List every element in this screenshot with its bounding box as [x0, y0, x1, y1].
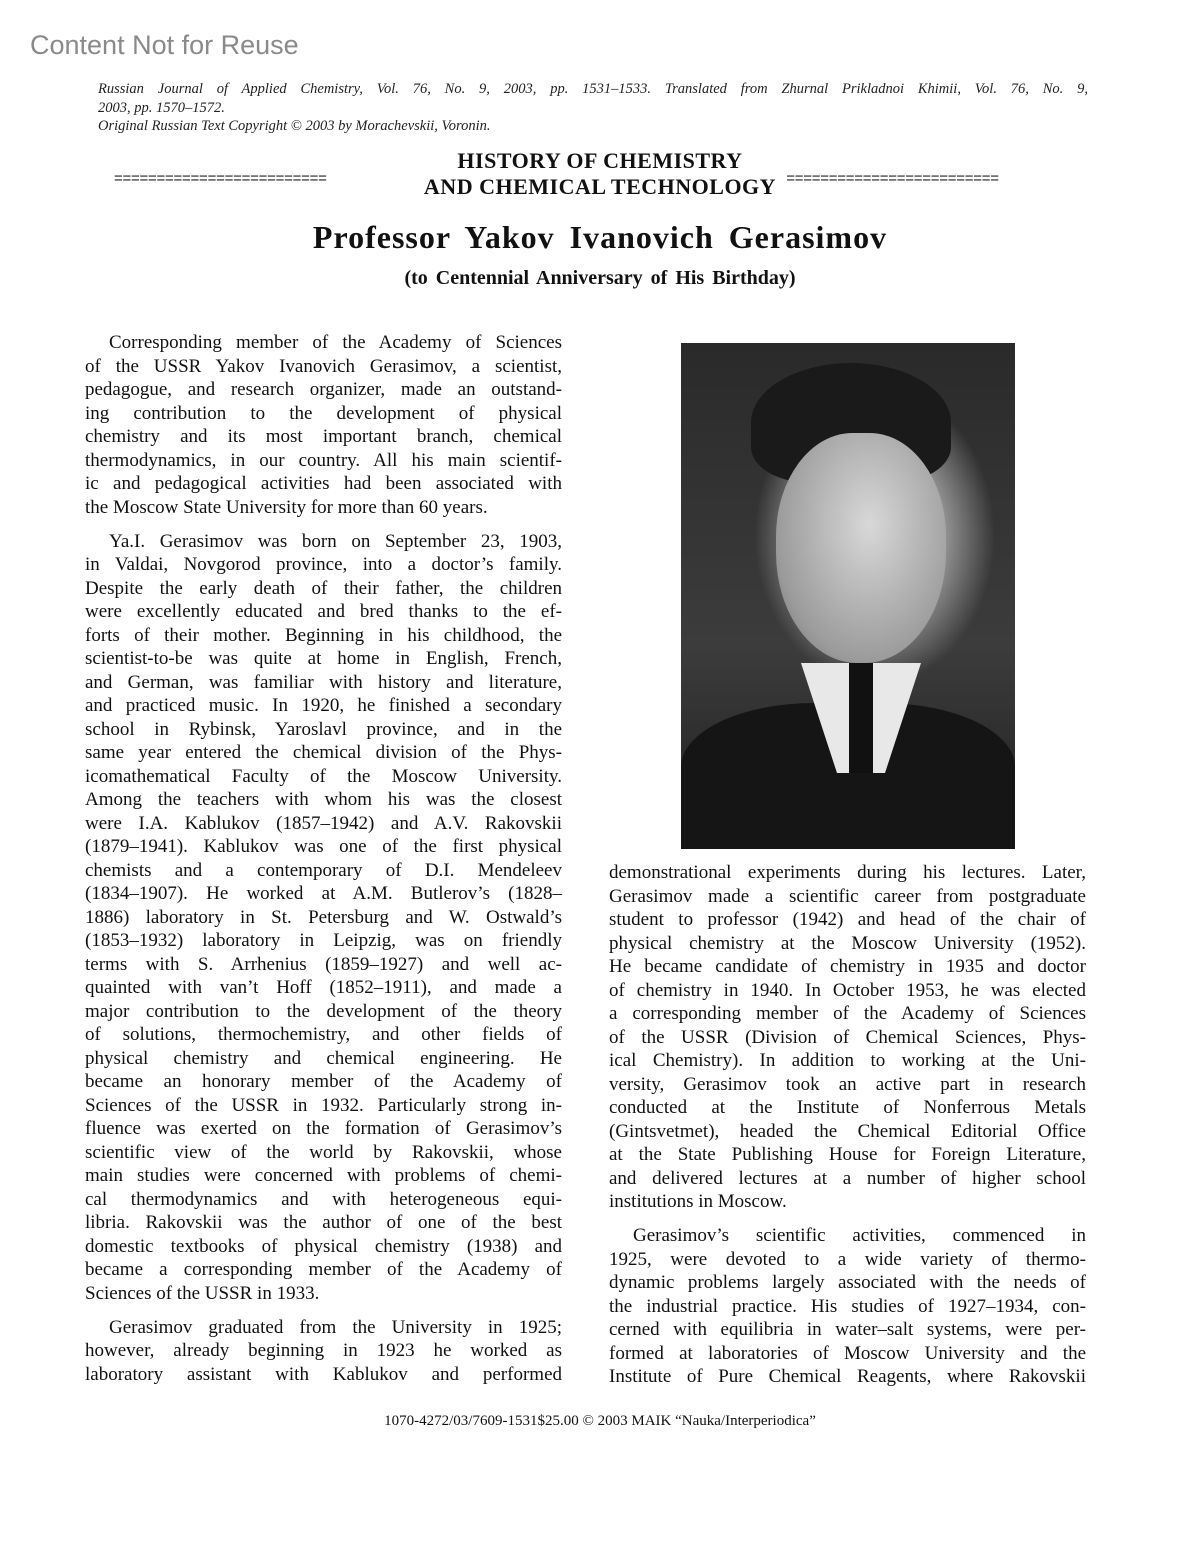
text-line: ic and pedagogical activities had been associated with [85, 473, 562, 494]
text-line: (1834–1907). He worked at A.M. Butlerov’s (1828– [85, 883, 562, 904]
text-line: Corresponding member of the Academy of Sciences [109, 332, 562, 353]
text-line: Despite the early death of their father, the children [85, 577, 562, 599]
text-line: of the USSR (Division of Chemical Sciences, Phys- [609, 1026, 1086, 1048]
text-line: 1925, were devoted to a wide variety of thermo- [609, 1248, 1086, 1270]
text-line: physical chemistry at the Moscow University (1952). [609, 932, 1086, 954]
text-line: (Gintsvetmet), headed the Chemical Editorial Office [609, 1120, 1086, 1142]
text-line: Gerasimov made a scientific career from postgraduate [609, 885, 1086, 907]
paragraph [609, 861, 1086, 1214]
text-line: Institute of Pure Chemical Reagents, where Rakovskii [609, 1366, 1086, 1387]
text-line: He became candidate of chemistry in 1935 and doctor [609, 956, 1086, 977]
text-line: school in Rybinsk, Yaroslavl province, and in the [85, 718, 562, 740]
text-line: and delivered lectures at a number of higher school [609, 1167, 1086, 1189]
text-line: the Moscow State University for more than 60 years. [85, 496, 488, 518]
article-subtitle: (to Centennial Anniversary of His Birthday) [404, 267, 796, 289]
paragraph [85, 530, 562, 1306]
rule-right: ========================= [786, 170, 999, 188]
watermark: Content Not for Reuse [30, 30, 299, 60]
paragraph [609, 1224, 1086, 1389]
photo-face [776, 433, 946, 663]
text-line: (1853–1932) laboratory in Leipzig, was on friendly [85, 930, 562, 951]
text-line: a corresponding member of the Academy of Sciences [609, 1003, 1086, 1024]
text-line: scientific view of the world by Rakovskii, whose [85, 1141, 562, 1163]
text-line: cal thermodynamics and with heterogeneous equi- [85, 1188, 562, 1210]
text-line: chemistry and its most important branch, chemical [85, 426, 562, 447]
text-line: quainted with van’t Hoff (1852–1911), and made a [85, 977, 562, 998]
text-line: and practiced music. In 1920, he finished a secondary [85, 695, 562, 716]
citation-line: 2003, pp. 1570–1572. [98, 99, 225, 116]
text-line: Sciences of the USSR in 1933. [85, 1282, 320, 1304]
paragraph [85, 1316, 562, 1387]
text-line: at the State Publishing House for Foreign Literature, [609, 1144, 1086, 1165]
text-line: formed at laboratories of Moscow University and the [609, 1342, 1086, 1364]
text-line: main studies were concerned with problems of chemi- [85, 1165, 562, 1186]
text-line: demonstrational experiments during his lectures. Later, [609, 862, 1086, 883]
citation-line: Russian Journal of Applied Chemistry, Vol. 76, No. 9, 2003, pp. 1531–1533. Translated from Zhurnal Prikladnoi Khimii, Vol. 76, No. 9, [98, 81, 1088, 97]
text-line: (1879–1941). Kablukov was one of the first physical [85, 836, 562, 857]
text-line: Gerasimov’s scientific activities, commenced in [633, 1225, 1086, 1246]
text-line: became an honorary member of the Academy of [85, 1071, 562, 1092]
section-title [424, 148, 776, 200]
section-heading [0, 148, 1200, 200]
text-line: domestic textbooks of physical chemistry (1938) and [85, 1235, 562, 1257]
text-line: ical Chemistry). In addition to working at the Uni- [609, 1050, 1086, 1071]
text-line: thermodynamics, in our country. All his main scientif- [85, 449, 562, 471]
text-line: libria. Rakovskii was the author of one of the best [85, 1212, 562, 1233]
text-line: student to professor (1942) and head of the chair of [609, 909, 1086, 930]
text-line: of chemistry in 1940. In October 1953, he was elected [609, 979, 1086, 1001]
text-line: forts of their mother. Beginning in his childhood, the [85, 624, 562, 646]
left-column [85, 331, 562, 1397]
text-line: Among the teachers with whom his was the closest [85, 789, 562, 810]
text-line: in Valdai, Novgorod province, into a doctor’s family. [85, 554, 562, 575]
text-line: institutions in Moscow. [609, 1191, 787, 1212]
copyright-line: Original Russian Text Copyright © 2003 by Morachevskii, Voronin. [98, 118, 491, 134]
text-line: fluence was exerted on the formation of Gerasimov’s [85, 1118, 562, 1139]
text-line: were I.A. Kablukov (1857–1942) and A.V. Rakovskii [85, 812, 562, 834]
text-line: pedagogue, and research organizer, made an outstand- [85, 379, 562, 400]
text-line: versity, Gerasimov took an active part in research [609, 1073, 1086, 1095]
text-line: however, already beginning in 1923 he worked as [85, 1340, 562, 1361]
section-title-line: HISTORY OF CHEMISTRY [457, 148, 743, 173]
text-line: terms with S. Arrhenius (1859–1927) and well ac- [85, 953, 562, 975]
text-line: 1886) laboratory in St. Petersburg and W. Ostwald’s [85, 906, 562, 928]
right-column [609, 861, 1086, 1399]
text-line: icomathematical Faculty of the Moscow University. [85, 765, 562, 787]
article-title: Professor Yakov Ivanovich Gerasimov [312, 219, 888, 255]
text-line: cerned with equilibria in water–salt systems, were per- [609, 1319, 1086, 1340]
text-line: major contribution to the development of the theory [85, 1000, 562, 1022]
rule-left: ========================= [113, 170, 327, 188]
text-line: physical chemistry and chemical engineering. He [85, 1047, 562, 1069]
paragraph [85, 331, 562, 519]
section-title-line: AND CHEMICAL TECHNOLOGY [423, 174, 777, 199]
text-line: were excellently educated and bred thanks to the ef- [85, 601, 562, 622]
portrait-photo [681, 343, 1015, 849]
text-line: became a corresponding member of the Academy of [85, 1259, 562, 1280]
text-line: and German, was familiar with history and literature, [85, 671, 562, 693]
text-line: ing contribution to the development of physical [85, 402, 562, 424]
text-line: Ya.I. Gerasimov was born on September 23, 1903, [109, 530, 562, 552]
text-line: Sciences of the USSR in 1932. Particularly strong in- [85, 1094, 562, 1116]
footer-issn: 1070-4272/03/7609-1531$25.00 © 2003 MAIK “Nauka/Interperiodica” [384, 1413, 816, 1429]
text-line: the industrial practice. His studies of 1927–1934, con- [609, 1295, 1086, 1317]
text-line: laboratory assistant with Kablukov and performed [85, 1363, 562, 1385]
text-line: of the USSR Yakov Ivanovich Gerasimov, a scientist, [85, 355, 562, 377]
text-line: Gerasimov graduated from the University in 1925; [109, 1316, 562, 1338]
text-line: same year entered the chemical division of the Phys- [85, 742, 562, 763]
text-line: conducted at the Institute of Nonferrous Metals [609, 1097, 1086, 1118]
text-line: chemists and a contemporary of D.I. Mendeleev [85, 859, 562, 881]
text-line: dynamic problems largely associated with the needs of [609, 1272, 1086, 1293]
text-line: scientist-to-be was quite at home in English, French, [85, 648, 562, 669]
text-line: of solutions, thermochemistry, and other fields of [85, 1024, 562, 1045]
citation [98, 80, 1088, 136]
